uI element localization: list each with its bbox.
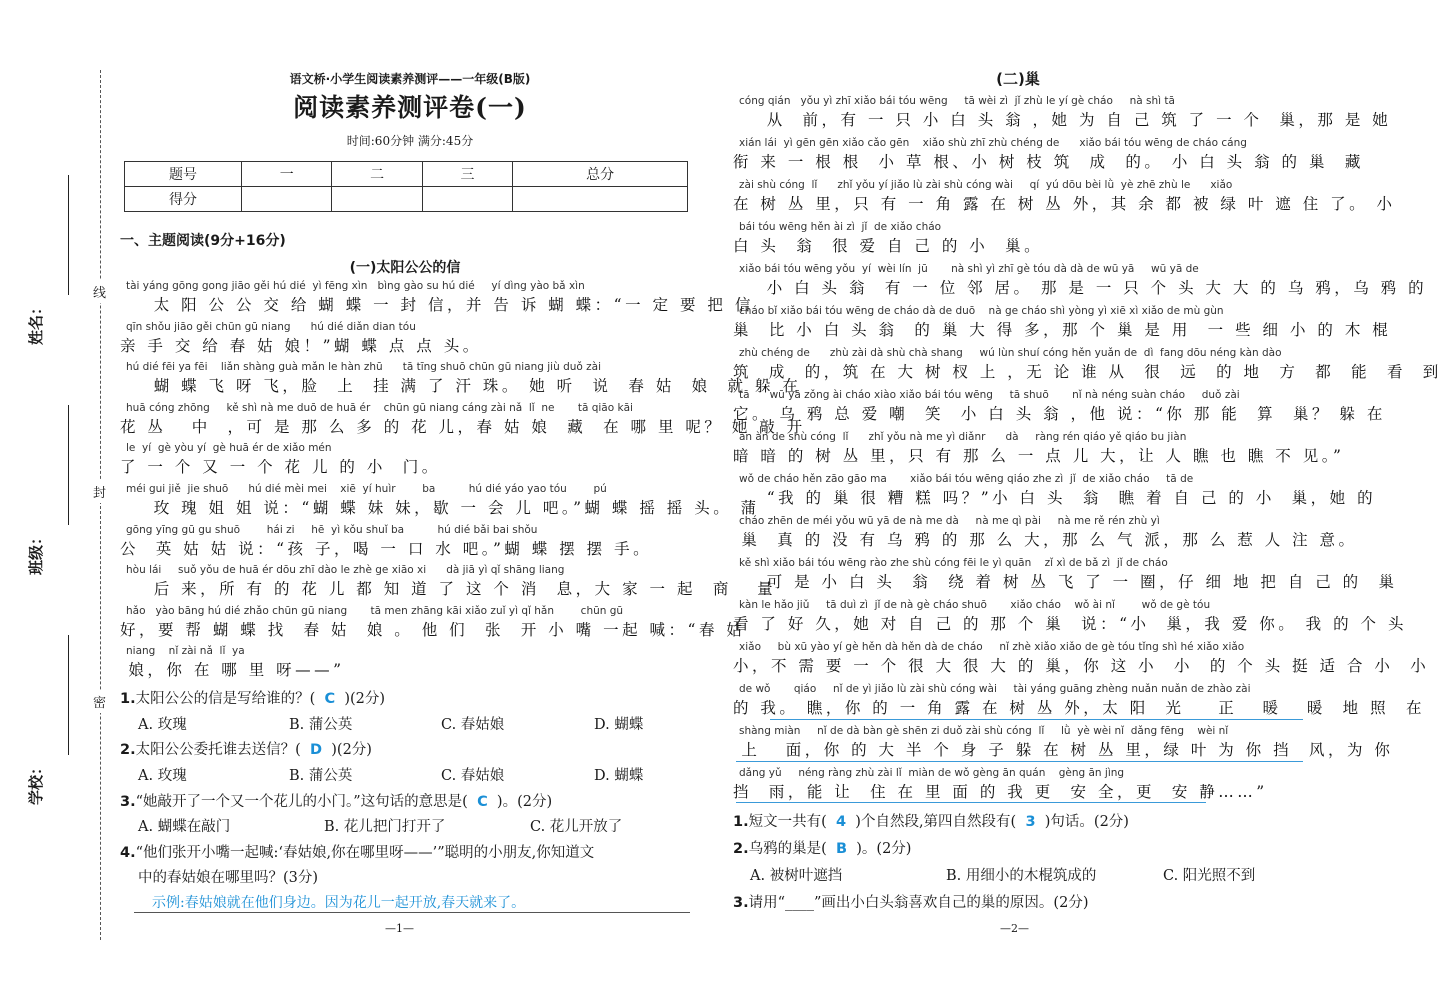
option-b: B. 蒲公英 xyxy=(289,717,353,733)
text-line: 在 树 丛 里，只 有 一 角 露 在 树 丛 外，其 余 都 被 绿 叶 遮 住 了。 小 xyxy=(733,195,1396,213)
class-label: 班级： xyxy=(27,529,45,575)
option-c: C. 花儿开放了 xyxy=(530,819,623,835)
pinyin-line: kě shì xiǎo bái tóu wēng rào zhe shù cóng fēi le yì quān zǐ xì de bǎ zì jǐ de cháo xyxy=(739,557,1168,569)
option-a: A. 玫瑰 xyxy=(138,717,187,733)
text-line: 的 我。 瞧，你 的 一 角 露 在 树 丛 外，太 阳 光 正 暖 暖 地 照 在 xyxy=(733,699,1425,717)
pinyin-line: kàn le hǎo jiǔ tā duì zì jǐ de nà gè cháo shuō xiǎo cháo wǒ ài nǐ wǒ de gè tóu xyxy=(739,599,1211,611)
text-line: 衔 来 一 根 根 小 草 根、小 树 枝 筑 成 的。 小 白 头 翁 的 巢 藏 xyxy=(733,153,1364,171)
pinyin-line: hǎo yào bāng hú dié zhǎo chūn gū niang tā men zhāng kāi xiǎo zuǐ yì qǐ hǎn chūn gū xyxy=(126,604,624,617)
underline-mark xyxy=(736,761,1303,762)
text-line: 了 一 个 又 一 个 花 儿 的 小 门。 xyxy=(120,458,441,477)
pinyin-line: xiǎo bù xū yào yí gè hěn dà hěn dà de cháo nǐ zhè xiǎo xiǎo de gè tóu tǐng shì hé xiǎo xiǎo xyxy=(739,641,1245,653)
pinyin-line: tài yáng gōng gong jiāo gěi hú dié yì fēng xìn bìng gào su hú dié yí dìng yào bǎ xìn xyxy=(126,280,585,292)
option-b: B. 花儿把门打开了 xyxy=(324,819,446,835)
question-3: 3.“她敲开了一个又一个花儿的小门。”这句话的意思是( C )。(2分) xyxy=(120,794,553,810)
pinyin-line: gōng yīng gū gu shuō hái zi hē yì kǒu shuǐ ba hú dié bǎi bai shǒu xyxy=(126,523,538,536)
text-line: “我 的 巢 很 糟 糕 吗？”小 白 头 翁 瞧 着 自 己 的 小 巢，她 的 xyxy=(733,489,1377,507)
text-line: 上 面，你 的 大 半 个 身 子 躲 在 树 丛 里，绿 叶 为 你 挡 风，为 你 xyxy=(733,741,1394,759)
answer-q1: C xyxy=(324,691,336,707)
option-b: B. 蒲公英 xyxy=(289,768,353,784)
answer-q3: C xyxy=(477,794,488,810)
table-cell: 一 xyxy=(242,162,332,187)
score-input-cell[interactable] xyxy=(513,187,688,212)
pinyin-line: xián lái yì gēn gēn xiǎo cǎo gēn xiǎo shù zhī zhù chéng de xiǎo bái tóu wēng de cháo cáng xyxy=(739,137,1247,149)
pinyin-line: dǎng yǔ néng ràng zhù zài lǐ miàn de wǒ gèng ān quán gèng ān jìng xyxy=(739,767,1125,779)
pinyin-line: zài shù cóng lǐ zhǐ yǒu yí jiǎo lù zài shù cóng wài qí yú dōu bèi lǜ yè zhē zhù le xiǎo xyxy=(739,179,1233,191)
pinyin-line: shàng miàn nǐ de dà bàn gè shēn zi duǒ zài shù cóng lǐ lǜ yè wèi nǐ dǎng fēng wèi nǐ xyxy=(739,725,1229,737)
pinyin-line: qīn shǒu jiāo gěi chūn gū niang hú dié diǎn dian tóu xyxy=(126,320,416,333)
pinyin-line: hòu lái suǒ yǒu de huā ér dōu zhī dào le zhè ge xiāo xi dà jiā yì qǐ shāng liang xyxy=(126,564,565,577)
question-2: 2.太阳公公委托谁去送信？( D )(2分) xyxy=(120,742,372,758)
pinyin-line: xiǎo bái tóu wēng yǒu yí wèi lín jū nà shì yì zhī gè tóu dà dà de wū yā wū yā de xyxy=(739,263,1199,275)
text-line: 花 丛 中 ，可 是 那 么 多 的 花 儿，春 姑 娘 藏 在 哪 里 呢？ 她 敲 开 xyxy=(120,417,806,436)
text-line: 可 是 小 白 头 翁 绕 着 树 丛 飞 了 一 圈，仔 细 地 把 自 己 的 巢 xyxy=(733,573,1398,591)
score-table-header-row xyxy=(125,162,688,187)
text-line: 亲 手 交 给 春 姑 娘！”蝴 蝶 点 点 头。 xyxy=(120,336,482,355)
question-4-line2: 中的春姑娘在哪里吗？(3分) xyxy=(138,870,319,886)
text-line: 玫 瑰 姐 姐 说：“蝴 蝶 妹 妹，歇 一 会 儿 吧。”蝴 蝶 摇 摇 头。 蒲 xyxy=(120,499,760,517)
score-input-cell[interactable] xyxy=(242,187,332,212)
answer-p2-q2: B xyxy=(835,841,848,857)
text-line: 挡 雨，能 让 住 在 里 面 的 我 更 安 全，更 安 静……” xyxy=(733,783,1268,801)
table-cell: 二 xyxy=(332,162,422,187)
class-field[interactable] xyxy=(27,405,86,575)
question-1: 1.太阳公公的信是写给谁的？( C )(2分) xyxy=(120,691,386,707)
page-number-1: —1— xyxy=(385,922,414,935)
underline-mark xyxy=(770,719,1303,720)
text-line: 暗 暗 的 树 丛 里，只 有 那 么 一 点 儿 大，让 人 瞧 也 瞧 不 见。” xyxy=(733,447,1345,465)
answer-p2-q1b: 3 xyxy=(1025,814,1036,830)
pinyin-line: tā wū yā zǒng ài cháo xiào xiǎo bái tóu wēng tā shuō nǐ nà néng suàn cháo duǒ zài xyxy=(739,389,1240,401)
binding-dashed-line xyxy=(100,70,101,940)
answer-q4[interactable]: 示例:春姑娘就在他们身边。因为花儿一起开放,春天就来了。 xyxy=(152,895,526,911)
option-c: C. 春姑娘 xyxy=(441,717,505,733)
pinyin-line: niang nǐ zài nǎ lǐ ya xyxy=(126,645,245,658)
option-d: D. 蝴蝶 xyxy=(594,717,644,733)
name-field[interactable] xyxy=(27,175,86,345)
binding-mark-line: 线 xyxy=(93,280,106,303)
passage2-title: (二)巢 xyxy=(996,70,1040,88)
p2-question-2: 2.乌鸦的巢是( B )。(2分) xyxy=(733,841,912,857)
text-line: 好，要 帮 蝴 蝶 找 春 姑 娘 。 他 们 张 开 小 嘴 一起 喊：“春 姑 xyxy=(120,620,746,639)
section-heading: 一、主题阅读(9分+16分) xyxy=(120,233,286,249)
text-line: 白 头 翁 很 爱 自 己 的 小 巢。 xyxy=(733,237,1044,255)
text-line: 太 阳 公 公 交 给 蝴 蝶 一 封 信，并 告 诉 蝴 蝶：“一 定 要 把 信 xyxy=(120,296,754,314)
option-b: B. 用细小的木棍筑成的 xyxy=(946,868,1097,884)
pinyin-line: bái tóu wēng hěn ài zì jǐ de xiǎo cháo xyxy=(739,221,942,233)
text-line: 从 前，有 一 只 小 白 头 翁 ，她 为 自 己 筑 了 一 个 巢，那 是 她 xyxy=(733,111,1392,129)
binding-mark-seal: 封 xyxy=(93,480,106,503)
series-title: 语文桥·小学生阅读素养测评——一年级(B版) xyxy=(289,72,531,86)
option-a: A. 蝴蝶在敲门 xyxy=(138,819,231,835)
p2-question-1: 1.短文一共有( 4 )个自然段,第四自然段有( 3 )句话。(2分) xyxy=(733,814,1129,830)
exam-meta: 时间:60分钟 满分:45分 xyxy=(346,134,474,148)
text-line: 后 来，所 有 的 花 儿 都 知 道 了 这 个 消 息，大 家 一 起 商 量 xyxy=(120,580,777,599)
passage1-title: (一)太阳公公的信 xyxy=(349,260,461,276)
score-table-score-row xyxy=(125,187,688,212)
name-label: 姓名： xyxy=(27,299,45,345)
pinyin-line: zhù chéng de zhù zài dà shù chà shang wú lùn shuí cóng hěn yuǎn de dì fang dōu néng kàn dào xyxy=(739,347,1282,359)
school-label: 学校： xyxy=(27,759,45,805)
answer-q2: D xyxy=(309,742,323,758)
p2-question-3: 3.请用“____”画出小白头翁喜欢自己的巢的原因。(2分) xyxy=(733,895,1089,911)
pinyin-line: méi gui jiě jie shuō hú dié mèi mei xiē yí huìr ba hú dié yáo yao tóu pú xyxy=(126,483,607,495)
pinyin-line: cháo bǐ xiǎo bái tóu wēng de cháo dà de duō nà ge cháo shì yòng yì xiē xì xiǎo de mù gùn xyxy=(739,305,1224,317)
pinyin-line: cháo zhēn de méi yǒu wū yā de nà me dà nà me qì pài nà me rě rén zhù yì xyxy=(739,515,1160,527)
table-cell: 三 xyxy=(422,162,512,187)
score-input-cell[interactable] xyxy=(422,187,512,212)
answer-p2-q1a: 4 xyxy=(835,814,847,830)
text-line: 蝴 蝶 飞 呀 飞，脸 上 挂 满 了 汗 珠。 她 听 说 春 姑 娘 就 躲 在 xyxy=(120,377,802,396)
pinyin-line: hú dié fēi ya fēi liǎn shàng guà mǎn le hàn zhū tā tīng shuō chūn gū niang jiù duǒ zài xyxy=(126,361,602,374)
option-a: A. 玫瑰 xyxy=(138,768,187,784)
pinyin-line: cóng qián yǒu yì zhī xiǎo bái tóu wēng tā wèi zì jǐ zhù le yí gè cháo nà shì tā xyxy=(739,95,1175,107)
text-line: 它。 乌 鸦 总 爱 嘲 笑 小 白 头 翁 ，他 说：“你 那 能 算 巢？ 躲 在 xyxy=(733,405,1386,423)
pinyin-line: de wǒ qiáo nǐ de yì jiǎo lù zài shù cóng wài tài yáng guāng zhèng nuǎn nuǎn de zhào zài xyxy=(739,683,1251,695)
underline-mark xyxy=(736,802,1206,803)
text-line: 巢 真 的 没 有 乌 鸦 的 那 么 大，那 么 气 派，那 么 惹 人 注 意。 xyxy=(733,531,1358,549)
text-line: 公 英 姑 姑 说：“孩 子，喝 一 口 水 吧。”蝴 蝶 摆 摆 手。 xyxy=(120,539,653,558)
text-line: 看 了 好 久，她 对 自 己 的 那 个 巢 说：“小 巢，我 爱 你。 我 的 个 头 xyxy=(733,615,1407,633)
school-field[interactable] xyxy=(27,635,86,805)
pinyin-line: àn àn de shù cóng lǐ zhǐ yǒu nà me yì diǎnr dà ràng rén qiáo yě qiáo bu jiàn xyxy=(739,431,1187,443)
score-table xyxy=(124,161,688,212)
pinyin-line: wǒ de cháo hěn zāo gāo ma xiǎo bái tóu wēng qiáo zhe zì jǐ de xiǎo cháo tā de xyxy=(739,473,1194,485)
option-a: A. 被树叶遮挡 xyxy=(750,868,843,884)
table-cell: 总分 xyxy=(513,162,688,187)
table-cell: 题号 xyxy=(125,162,242,187)
text-line: 小，不 需 要 一 个 很 大 很 大 的 巢，你 这 小 小 的 个 头 挺 适 合 小 小 xyxy=(733,657,1430,675)
table-cell: 得分 xyxy=(125,187,242,212)
option-c: C. 春姑娘 xyxy=(441,768,505,784)
question-4: 4.“他们张开小嘴一起喊:‘春姑娘,你在哪里呀——’”聪明的小朋友,你知道文 xyxy=(120,845,595,861)
score-input-cell[interactable] xyxy=(332,187,422,212)
binding-mark-secret: 密 xyxy=(93,690,106,713)
answer-line xyxy=(134,912,690,913)
text-line: 娘，你 在 哪 里 呀——” xyxy=(120,661,345,680)
pinyin-line: le yí gè yòu yí gè huā ér de xiǎo mén xyxy=(126,442,332,455)
page-number-2: —2— xyxy=(1000,922,1029,935)
page-title: 阅读素养测评卷(一) xyxy=(293,93,527,122)
option-c: C. 阳光照不到 xyxy=(1163,868,1256,884)
text-line: 筑 成 的，筑 在 大 树 杈 上 ，无 论 谁 从 很 远 的 地 方 都 能 看 到 xyxy=(733,363,1442,381)
pinyin-line: huā cóng zhōng kě shì nà me duō de huā ér chūn gū niang cáng zài nǎ lǐ ne tā qiāo kāi xyxy=(126,401,633,414)
text-line: 巢 比 小 白 头 翁 的 巢 大 得 多，那 个 巢 是 用 一 些 细 小 的 木 棍 xyxy=(733,321,1392,339)
text-line: 小 白 头 翁 有 一 位 邻 居。 那 是 一 只 个 头 大 大 的 乌 鸦，乌 鸦 的 xyxy=(733,279,1428,297)
option-d: D. 蝴蝶 xyxy=(594,768,644,784)
